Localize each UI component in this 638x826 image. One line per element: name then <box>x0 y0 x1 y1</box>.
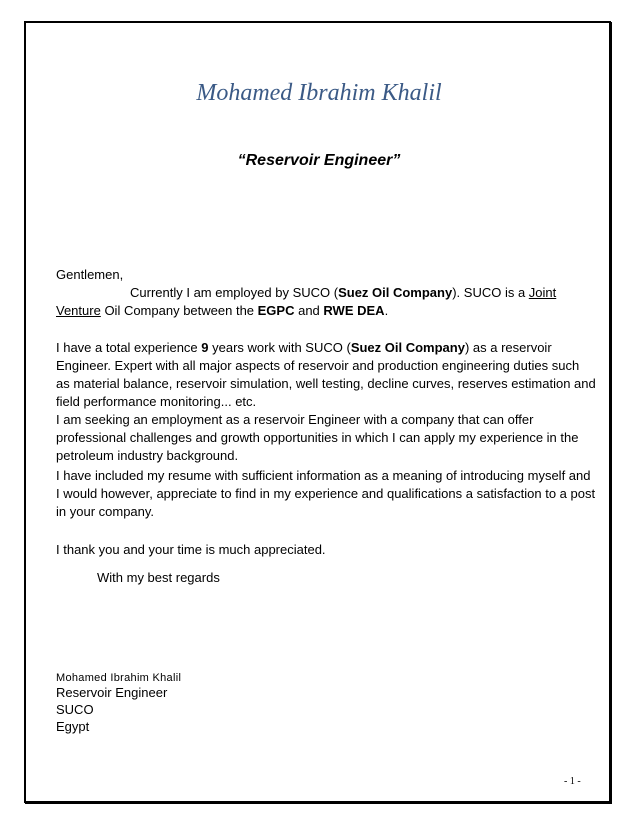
p1-egpc: EGPC <box>257 303 295 318</box>
paragraph-thanks: I thank you and your time is much appreciated. <box>56 542 326 557</box>
page-number: - 1 - <box>564 776 581 787</box>
p2-text-3: ) as a reservoir Engineer. Expert with all major aspects of reservoir and production engineering duties such as material balance, reservoir simulation, well testing, decline curves, reserves estimation and field performance monitoring... etc. <box>56 340 596 409</box>
signature-company: SUCO <box>56 702 94 717</box>
p1-joint-venture: Joint Venture <box>56 285 557 318</box>
p2-years: 9 <box>201 340 209 355</box>
signature-country: Egypt <box>56 719 90 734</box>
p1-text-4: and <box>294 303 324 318</box>
salutation: Gentlemen, <box>56 267 124 282</box>
paragraph-experience <box>56 339 596 411</box>
p1-text-5: . <box>384 303 389 318</box>
p2-text-2: years work with SUCO ( <box>208 340 351 355</box>
author-name-heading: Mohamed Ibrahim Khalil <box>196 80 442 106</box>
paragraph-resume: I have included my resume with sufficient information as a meaning of introducing myself and I would however, appreciate to find in my experience and qualifications a satisfaction to a post in your company. <box>56 468 596 519</box>
p1-text-2: ). SUCO is a <box>452 285 529 300</box>
signature-name: Mohamed Ibrahim Khalil <box>56 672 182 684</box>
p2-company-name: Suez Oil Company <box>350 340 465 355</box>
signature-role: Reservoir Engineer <box>56 685 168 700</box>
signature-block <box>56 684 167 735</box>
p2-text-1: I have a total experience <box>56 340 202 355</box>
paragraph-employment <box>56 284 596 320</box>
p1-text-1: Currently I am employed by SUCO ( <box>130 285 339 300</box>
job-title-heading: “Reservoir Engineer” <box>237 152 401 169</box>
p1-company-name: Suez Oil Company <box>338 285 453 300</box>
paragraph-seeking: I am seeking an employment as a reservoir Engineer with a company that can offer professional challenges and growth opportunities in which I can apply my experience in the petroleum industry background. <box>56 412 579 463</box>
p1-rwe-dea: RWE DEA <box>323 303 385 318</box>
p1-text-3: Oil Company between the <box>100 303 258 318</box>
closing-regards: With my best regards <box>97 570 220 585</box>
